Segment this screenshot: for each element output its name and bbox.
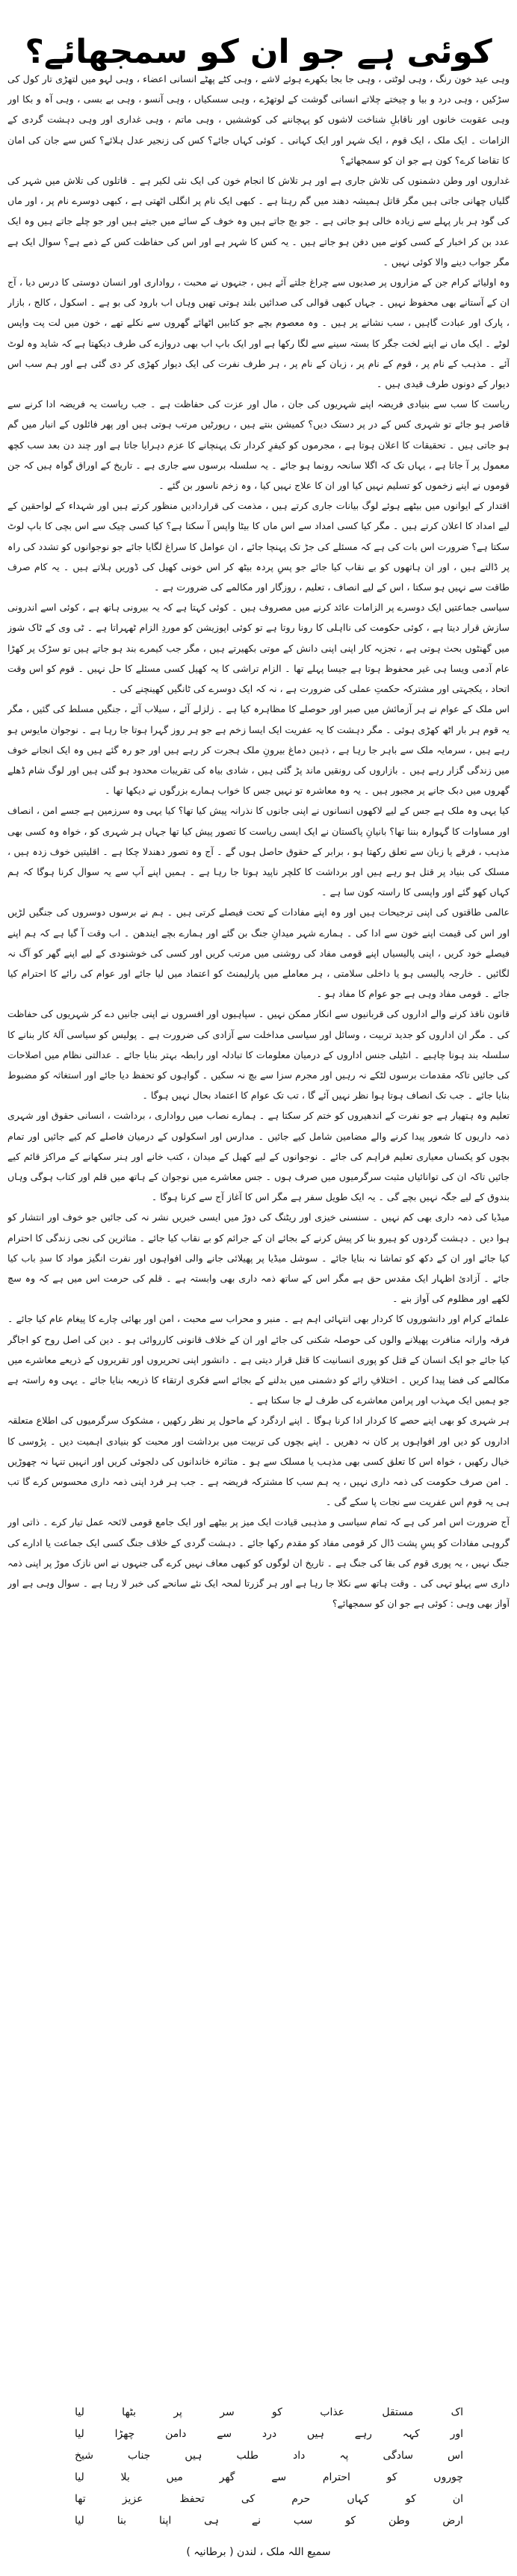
author-byline: سمیع اللہ ملک ، لندن ( برطانیہ ) [186,2546,331,2558]
poem-word: رہے [354,2428,372,2440]
poem-word: کہاں [347,2493,369,2505]
poem-word: احترام [322,2471,350,2483]
article-headline: کوئی ہے جو ان کو سمجھائے؟ [25,33,492,72]
poem-word: تحفظ [179,2493,205,2505]
poem-word: اس [448,2450,463,2462]
poem-word: سے [217,2428,232,2440]
poem-word: عزیز [122,2493,143,2505]
poem-word: گھر [219,2471,235,2483]
article-paragraph: کیا یہی وہ ملک ہے جس کے لیے لاکھوں انسانوں نے اپنی جانوں کا نذرانہ پیش کیا تھا؟ کیا یہی وہ سرزمین ہے جسے امن ، انصاف اور مساوات کا گہوارہ بننا تھا؟ بانیانِ پاکستان نے ایک ایسی ریاست کا تصور پیش کیا تھا جہاں ہر شہری کو ، خواہ وہ کسی بھی مذہب ، فرقے یا زبان سے تعلق رکھتا ہو ، برابر کے حقوق حاصل ہوں گے ۔ آج وہ تصور دھندلا چکا ہے ۔ اقلیتیں خوف زدہ ہیں ، مسلک کی بنیاد پر قتل ہو رہے ہیں اور برداشت کا کلچر ناپید ہوتا جا رہا ہے ۔ ہمیں اپنے آپ سے یہ سوال کرنا ہوگا کہ ہم کہاں کھو گئے اور واپسی کا راستہ کون سا ہے ۔ [7,805,510,898]
poem-word: عذاب [320,2406,345,2418]
poem-word: اک [451,2406,463,2418]
poem-word: لیا [75,2515,84,2527]
article-paragraph: قانون نافذ کرنے والے اداروں کی قربانیوں سے انکار ممکن نہیں ۔ سپاہیوں اور افسروں نے اپنی جانیں دے کر شہریوں کی حفاظت کی ۔ مگر ان اداروں کو جدید تربیت ، وسائل اور سیاسی مداخلت سے آزادی کی ضرورت ہے ۔ پولیس کو سیاسی آلۂ کار بنانے کا سلسلہ بند ہونا چاہیے ۔ انٹیلی جنس اداروں کے درمیان معلومات کا تبادلہ اور رابطہ بہتر بنایا جائے ۔ عدالتی نظام میں اصلاحات کی جائیں تاکہ مقدمات برسوں لٹکے نہ رہیں اور مجرم سزا سے بچ نہ سکیں ۔ گواہوں کو تحفظ دیا جائے اور استغاثہ کو مضبوط بنایا جائے ۔ جب تک انصاف ہوتا ہوا نظر نہیں آئے گا ، تب تک عوام کا اعتماد بحال نہیں ہوگا ۔ [7,1008,510,1102]
poem-word: سب [293,2515,313,2527]
poem-word: کہہ [402,2428,420,2440]
poem-word: شیخ [75,2450,94,2462]
poem-word: کو [386,2471,397,2483]
poem-word: طلب [236,2450,258,2462]
poem-word: بلا [120,2471,130,2483]
article-paragraph: میڈیا کی ذمہ داری بھی کم نہیں ۔ سنسنی خیزی اور ریٹنگ کی دوڑ میں ایسی خبریں نشر نہ کی جائیں جو خوف اور انتشار کو ہوا دیں ۔ دہشت گردوں کو ہیرو بنا کر پیش کرنے کے بجائے ان کے جرائم کو بے نقاب کیا جائے ۔ متاثرین کی نجی زندگی کا احترام کیا جائے اور ان کے دکھ کو تماشا نہ بنایا جائے ۔ سوشل میڈیا پر پھیلائی جانے والی افواہوں اور نفرت انگیز مواد کا سدِ باب کیا جائے ۔ آزادیٔ اظہار ایک مقدس حق ہے مگر اس کے ساتھ ذمہ داری بھی وابستہ ہے ۔ قلم کی حرمت اس میں ہے کہ وہ سچ لکھے اور مظلوم کی آواز بنے ۔ [7,1211,510,1305]
poem-word: نے [251,2515,261,2527]
poem-word: ہی [204,2515,219,2527]
poem-word: بٹھا [122,2406,137,2418]
article-paragraph: آج ضرورت اس امر کی ہے کہ تمام سیاسی و مذہبی قیادت ایک میز پر بیٹھے اور ایک جامع قومی لائحہ عمل تیار کرے ۔ ذاتی اور گروہی مفادات کو پسِ پشت ڈال کر قومی مفاد کو مقدم رکھا جائے ۔ دہشت گردی کے خلاف جنگ کسی ایک جماعت یا ادارے کی جنگ نہیں ، یہ پوری قوم کی بقا کی جنگ ہے ۔ تاریخ ان لوگوں کو کبھی معاف نہیں کرے گی جنہوں نے اس نازک موڑ پر اپنی ذمہ داری سے پہلو تہی کی ۔ وقت ہاتھ سے نکلا جا رہا ہے اور ہر گزرتا لمحہ ایک نئے سانحے کی خبر لا رہا ہے ۔ سوال وہی ہے اور آواز بھی وہی : کوئی ہے جو ان کو سمجھائے؟ [7,1516,510,1610]
poem-word: لیا [75,2428,84,2440]
article-paragraph: اقتدار کے ایوانوں میں بیٹھے ہوئے لوگ بیانات جاری کرتے ہیں ، مذمت کی قراردادیں منظور کرتے ہیں اور شہداء کے لواحقین کے لیے امداد کا اعلان کرتے ہیں ۔ مگر کیا کسی امداد سے اس ماں کا بیٹا واپس آ سکتا ہے؟ کیا کسی چیک سے اس بچی کا باپ لوٹ سکتا ہے؟ ضرورت اس بات کی ہے کہ مسئلے کی جڑ تک پہنچا جائے ، ان عوامل کا سراغ لگایا جائے جو نوجوانوں کو تشدد کی راہ پر ڈالتے ہیں ، اور ان ہاتھوں کو بے نقاب کیا جائے جو پسِ پردہ بیٹھ کر اس خونی کھیل کی ڈوریں ہلاتے ہیں ۔ یہ کام صرف طاقت سے نہیں ہو سکتا ، اس کے لیے انصاف ، تعلیم ، روزگار اور مکالمے کی ضرورت ہے ۔ [7,500,510,593]
poem-line [75,2424,463,2445]
poem-word: مستقل [382,2406,414,2418]
article-paragraph: تعلیم وہ ہتھیار ہے جو نفرت کے اندھیروں کو ختم کر سکتا ہے ۔ ہمارے نصاب میں رواداری ، برداشت ، انسانی حقوق اور شہری ذمہ داریوں کا شعور پیدا کرنے والے مضامین شامل کیے جائیں ۔ مدارس اور اسکولوں کے درمیان فاصلے کم کیے جائیں اور تمام بچوں کو یکساں معیاری تعلیم فراہم کی جائے ۔ نوجوانوں کے لیے کھیل کے میدان ، کتب خانے اور ہنر سکھانے کے مراکز قائم کیے جائیں تاکہ ان کی توانائیاں مثبت سرگرمیوں میں صرف ہوں ۔ جس معاشرے میں نوجوان کے ہاتھ میں قلم اور کتاب ہوگی وہاں بندوق کے لیے جگہ نہیں بچے گی ۔ یہ ایک طویل سفر ہے مگر اس کا آغاز آج سے کرنا ہوگا ۔ [7,1110,510,1203]
article-paragraph: ہر شہری کو بھی اپنے حصے کا کردار ادا کرنا ہوگا ۔ اپنے اردگرد کے ماحول پر نظر رکھیں ، مشکوک سرگرمیوں کی اطلاع متعلقہ اداروں کو دیں اور افواہوں پر کان نہ دھریں ۔ اپنے بچوں کی تربیت میں برداشت اور محبت کو بنیادی اہمیت دیں ۔ پڑوسی کا خیال رکھیں ، خواہ اس کا تعلق کسی بھی مذہب یا مسلک سے ہو ۔ متاثرہ خاندانوں کی دلجوئی کریں اور انہیں تنہا نہ چھوڑیں ۔ امن صرف حکومت کی ذمہ داری نہیں ، یہ ہم سب کا مشترکہ فریضہ ہے ۔ جب ہر فرد اپنی ذمہ داری محسوس کرے گا تب ہی یہ قوم اس عفریت سے نجات پا سکے گی ۔ [7,1415,510,1508]
article-body [7,69,510,2394]
poem-word: پر [173,2406,182,2418]
poem-word: داد [292,2450,306,2462]
poem-word: اپنا [158,2515,172,2527]
poem-word: چوروں [433,2471,463,2483]
poem-line [75,2510,463,2532]
article-paragraph: عالمی طاقتوں کی اپنی ترجیحات ہیں اور وہ اپنے مفادات کے تحت فیصلے کرتی ہیں ۔ ہم نے برسوں دوسروں کی جنگیں لڑیں اور اس کی قیمت اپنے خون سے ادا کی ۔ ہمارے شہر میدانِ جنگ بن گئے اور ہمارے بچے ایندھن ۔ اب وقت آ گیا ہے کہ ہم اپنے فیصلے خود کریں ، اپنی پالیسیاں اپنے قومی مفاد کی روشنی میں مرتب کریں اور کسی کی خوشنودی کے لیے اپنے گھر کو آگ نہ لگائیں ۔ خارجہ پالیسی ہو یا داخلی سلامتی ، ہر معاملے میں پارلیمنٹ کو اعتماد میں لیا جائے اور عوام کی رائے کا احترام کیا جائے ۔ قومی مفاد وہی ہے جو عوام کا مفاد ہو ۔ [7,906,510,1000]
article-paragraph: وہ اولیائے کرام جن کے مزاروں پر صدیوں سے چراغ جلتے آئے ہیں ، جنہوں نے محبت ، رواداری اور انسان دوستی کا درس دیا ، آج ان کے آستانے بھی محفوظ نہیں ۔ جہاں کبھی قوالی کی صدائیں بلند ہوتی تھیں وہاں اب بارود کی بو ہے ۔ اسکول ، کالج ، بازار ، پارک اور عبادت گاہیں ، سب نشانے پر ہیں ۔ وہ معصوم بچے جو کتابیں اٹھائے گھروں سے نکلے تھے ، خون میں لت پت واپس لوٹے ۔ ایک ماں نے اپنے لخت جگر کا بستہ سینے سے لگا رکھا ہے اور ایک باپ اب بھی دروازے کی طرف دیکھتا ہے کہ شاید وہ لوٹ آئے ۔ مذہب کے نام پر ، قوم کے نام پر ، زبان کے نام پر ، ہر طرف نفرت کی ایک دیوار کھڑی کر دی گئی ہے اور ہم سب اس دیوار کے دونوں طرف قیدی ہیں ۔ [7,277,510,390]
poem-word: چھڑا [114,2428,135,2440]
poem-word: ہیں [306,2428,324,2440]
article-paragraph: علمائے کرام اور دانشوروں کا کردار بھی انتہائی اہم ہے ۔ منبر و محراب سے محبت ، امن اور بھائی چارے کا پیغام عام کیا جائے ۔ فرقہ وارانہ منافرت پھیلانے والوں کی حوصلہ شکنی کی جائے اور ان کے خلاف قانونی کارروائی ہو ۔ دین کی اصل روح کو اجاگر کیا جائے جو ایک انسان کے قتل کو پوری انسانیت کا قتل قرار دیتی ہے ۔ دانشور اپنی تحریروں اور تقریروں کے ذریعے معاشرے میں مکالمے کی فضا پیدا کریں ۔ اختلافِ رائے کو دشمنی میں بدلنے کے بجائے اسے فکری ارتقاء کا ذریعہ بنایا جائے ۔ یہی وہ راستہ ہے جو ہمیں ایک مہذب اور پرامن معاشرے کی طرف لے جا سکتا ہے ۔ [7,1313,510,1406]
poem-word: تھا [75,2493,86,2505]
poem-word: اور [450,2428,463,2440]
poem-word: سادگی [383,2450,414,2462]
poem-word: جناب [128,2450,151,2462]
closing-poem [75,2402,463,2536]
poem-word: کو [345,2515,356,2527]
poem-word: سے [271,2471,287,2483]
poem-line [75,2467,463,2489]
poem-word: بنا [117,2515,127,2527]
poem-line [75,2489,463,2510]
poem-line [75,2445,463,2467]
poem-word: وطن [388,2515,410,2527]
poem-word: درد [261,2428,277,2440]
poem-word: دامن [165,2428,187,2440]
poem-word: لیا [75,2471,84,2483]
poem-word: کو [405,2493,416,2505]
poem-word: کی [241,2493,256,2505]
article-paragraph: سیاسی جماعتیں ایک دوسرے پر الزامات عائد کرنے میں مصروف ہیں ۔ کوئی کہتا ہے کہ یہ بیرونی ہاتھ ہے ، کوئی اسے اندرونی سازش قرار دیتا ہے ، کوئی حکومت کی نااہلی کا رونا روتا ہے تو کوئی اپوزیشن کو موردِ الزام ٹھہراتا ہے ۔ ٹی وی کے ٹاک شوز میں گھنٹوں بحث ہوتی ہے ، تجزیہ کار اپنی اپنی دانش کے موتی بکھیرتے ہیں ، مگر جب کیمرے بند ہو جاتے ہیں تو سڑک پر کھڑا عام آدمی ویسا ہی غیر محفوظ ہوتا ہے جیسا پہلے تھا ۔ الزام تراشی کا یہ کھیل کسی مسئلے کا حل نہیں ۔ قوم کو اس وقت اتحاد ، یکجہتی اور مشترکہ حکمتِ عملی کی ضرورت ہے ، نہ کہ ایک دوسرے کی ٹانگیں کھینچنے کی ۔ [7,602,510,695]
article-paragraph: غداروں اور وطن دشمنوں کی تلاش جاری ہے اور ہر تلاش کا انجام خون کی ایک نئی لکیر ہے ۔ قاتلوں کی تلاش میں شہر کی گلیاں چھانی جاتی ہیں مگر قاتل ہمیشہ دھند میں گم رہتا ہے ۔ کبھی ایک نام پر انگلی اٹھتی ہے ، کبھی دوسرے نام پر ، اور ماں کی گود ہر بار پہلے سے زیادہ خالی ہو جاتی ہے ۔ جو بچ جاتے ہیں وہ خوف کے سائے میں جیتے ہیں اور جو چلے جاتے ہیں وہ ایک عدد بن کر اخبار کے کسی کونے میں دفن ہو جاتے ہیں ۔ یہ کس کا شہر ہے اور اس کی حفاظت کس کے ذمے ہے؟ سوال ایک ہے مگر جواب دینے والا کوئی نہیں ۔ [7,175,510,268]
poem-word: پہ [339,2450,349,2462]
poem-line [75,2402,463,2424]
poem-word: ارض [442,2515,463,2527]
poem-word: میں [166,2471,183,2483]
article-paragraph: ریاست کا سب سے بنیادی فریضہ اپنے شہریوں کی جان ، مال اور عزت کی حفاظت ہے ۔ جب ریاست یہ فریضہ ادا کرنے سے قاصر ہو جائے تو شہری کس کے در پر دستک دیں؟ کمیشن بنتے ہیں ، رپورٹیں مرتب ہوتی ہیں اور پھر فائلوں کے انبار میں گم ہو جاتی ہیں ۔ تحقیقات کا اعلان ہوتا ہے ، مجرموں کو کیفرِ کردار تک پہنچانے کا عزم دہرایا جاتا ہے اور چند دن بعد سب کچھ معمول پر آ جاتا ہے ، یہاں تک کہ اگلا سانحہ رونما ہو جائے ۔ یہ سلسلہ برسوں سے جاری ہے ۔ تاریخ کے اوراق گواہ ہیں کہ جن قوموں نے اپنے زخموں کو تسلیم نہیں کیا اور ان کا علاج نہیں کیا ، وہ زخم ناسور بن گئے ۔ [7,398,510,492]
article-paragraph: اس ملک کے عوام نے ہر آزمائش میں صبر اور حوصلے کا مظاہرہ کیا ہے ۔ زلزلے آئے ، سیلاب آئے ، جنگیں مسلط کی گئیں ، مگر یہ قوم ہر بار اٹھ کھڑی ہوئی ۔ مگر دہشت کا یہ عفریت ایک ایسا زخم ہے جو ہر روز گہرا ہوتا جا رہا ہے ۔ نوجوان مایوس ہو رہے ہیں ، سرمایہ ملک سے باہر جا رہا ہے ، ذہین دماغ بیرونِ ملک ہجرت کر رہے ہیں اور جو رہ گئے ہیں وہ ایک انجانے خوف میں زندگی گزار رہے ہیں ۔ بازاروں کی رونقیں ماند پڑ گئی ہیں ، شادی بیاہ کی تقریبات محدود ہو گئی ہیں اور لوگ شام ڈھلے گھروں میں دبک جانے پر مجبور ہیں ۔ یہ وہ معاشرہ تو نہیں جس کا خواب ہمارے بزرگوں نے دیکھا تھا ۔ [7,703,510,797]
poem-word: سر [220,2406,235,2418]
poem-word: ہیں [185,2450,202,2462]
poem-word: ان [452,2493,463,2505]
article-paragraph: وہی عید خون رنگ ، وہی لوٹتی ، وہی جا بجا بکھرے ہوئے لاشے ، وہی کٹے پھٹے انسانی اعضاء ، وہی لہو میں لتھڑی تار کول کی سڑکیں ، وہی درد و بیا و چیختے چلاتے انسانی گوشت کے لوتھڑے ، وہی سسکیاں ، وہی آنسو ، وہی بے بسی ، وہی آہ و بکا اور وہی عقوبت خانوں اور ناقابلِ شناخت لاشوں کو پہچاننے کی کوششیں ، وہی ماتم ، وہی غداری اور وہی دہشت گردی کے الزامات ۔ ایک ملک ، ایک قوم ، ایک شہر اور ایک کہانی ۔ کوئی کہاں جائے؟ کس کی زنجیر عدل ہلائے؟ کس سے جان کی امان کا تقاضا کرے؟ کون ہے جو ان کو سمجھائے؟ [7,73,510,166]
poem-word: لیا [75,2406,84,2418]
poem-word: کو [272,2406,282,2418]
poem-word: حرم [291,2493,311,2505]
